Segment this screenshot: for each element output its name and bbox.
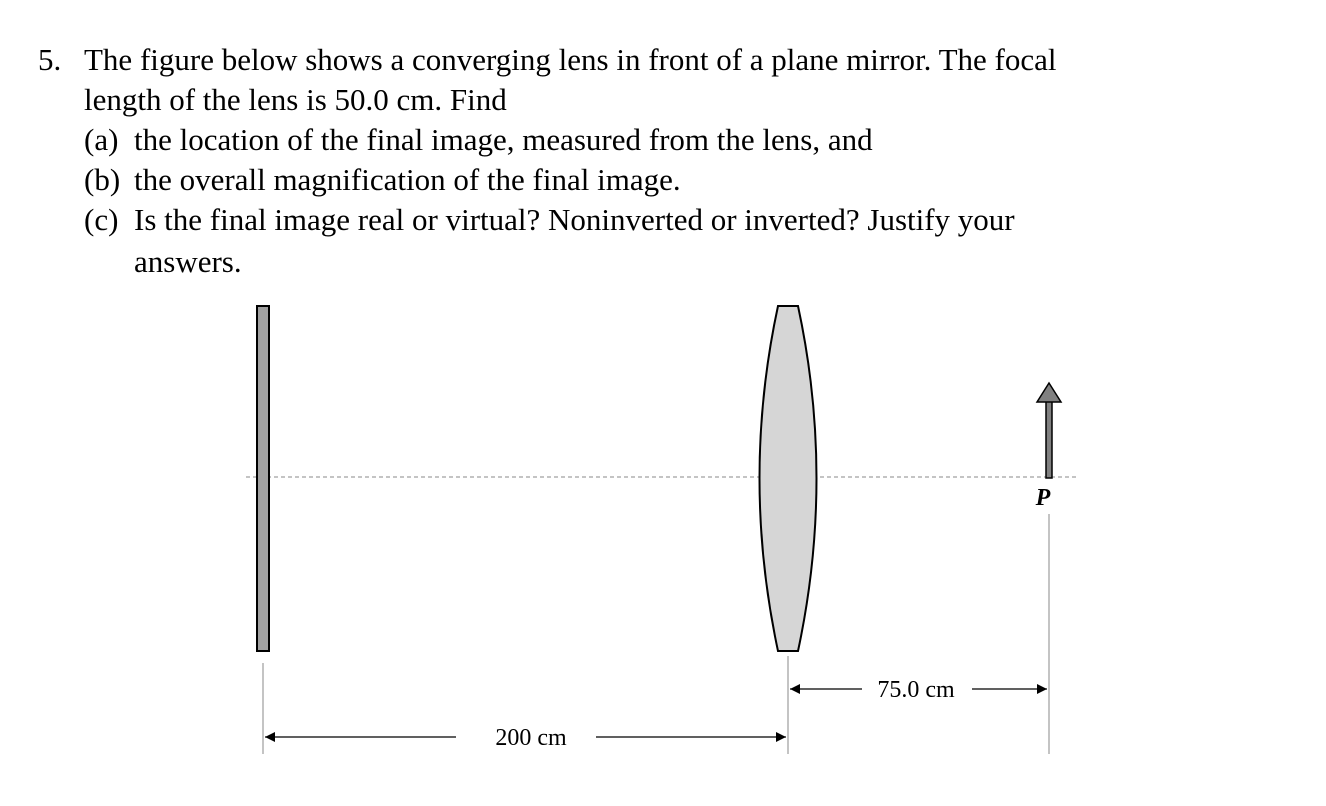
intro-line-2: length of the lens is 50.0 cm. Find [84,82,507,117]
object-arrow [1037,383,1061,478]
object-label: P [1035,485,1051,511]
part-a-label: (a) [84,122,119,157]
intro-line-1: The figure below shows a converging lens in front of a plane mirror. The focal [84,42,1057,77]
converging-lens [760,306,817,651]
part-c-label: (c) [84,202,119,237]
part-a-text: the location of the final image, measured from the lens, and [134,122,873,157]
plane-mirror [257,306,269,651]
dimension-label-lens-object: 75.0 cm [877,677,955,703]
part-b-label: (b) [84,162,121,197]
dimension-label-mirror-lens: 200 cm [495,725,567,751]
part-c-continuation: answers. [134,244,242,279]
part-b-text: the overall magnification of the final image. [134,162,681,197]
part-c-text: Is the final image real or virtual? Noninverted or inverted? Justify your [134,202,1015,237]
problem-number: 5. [38,42,62,77]
